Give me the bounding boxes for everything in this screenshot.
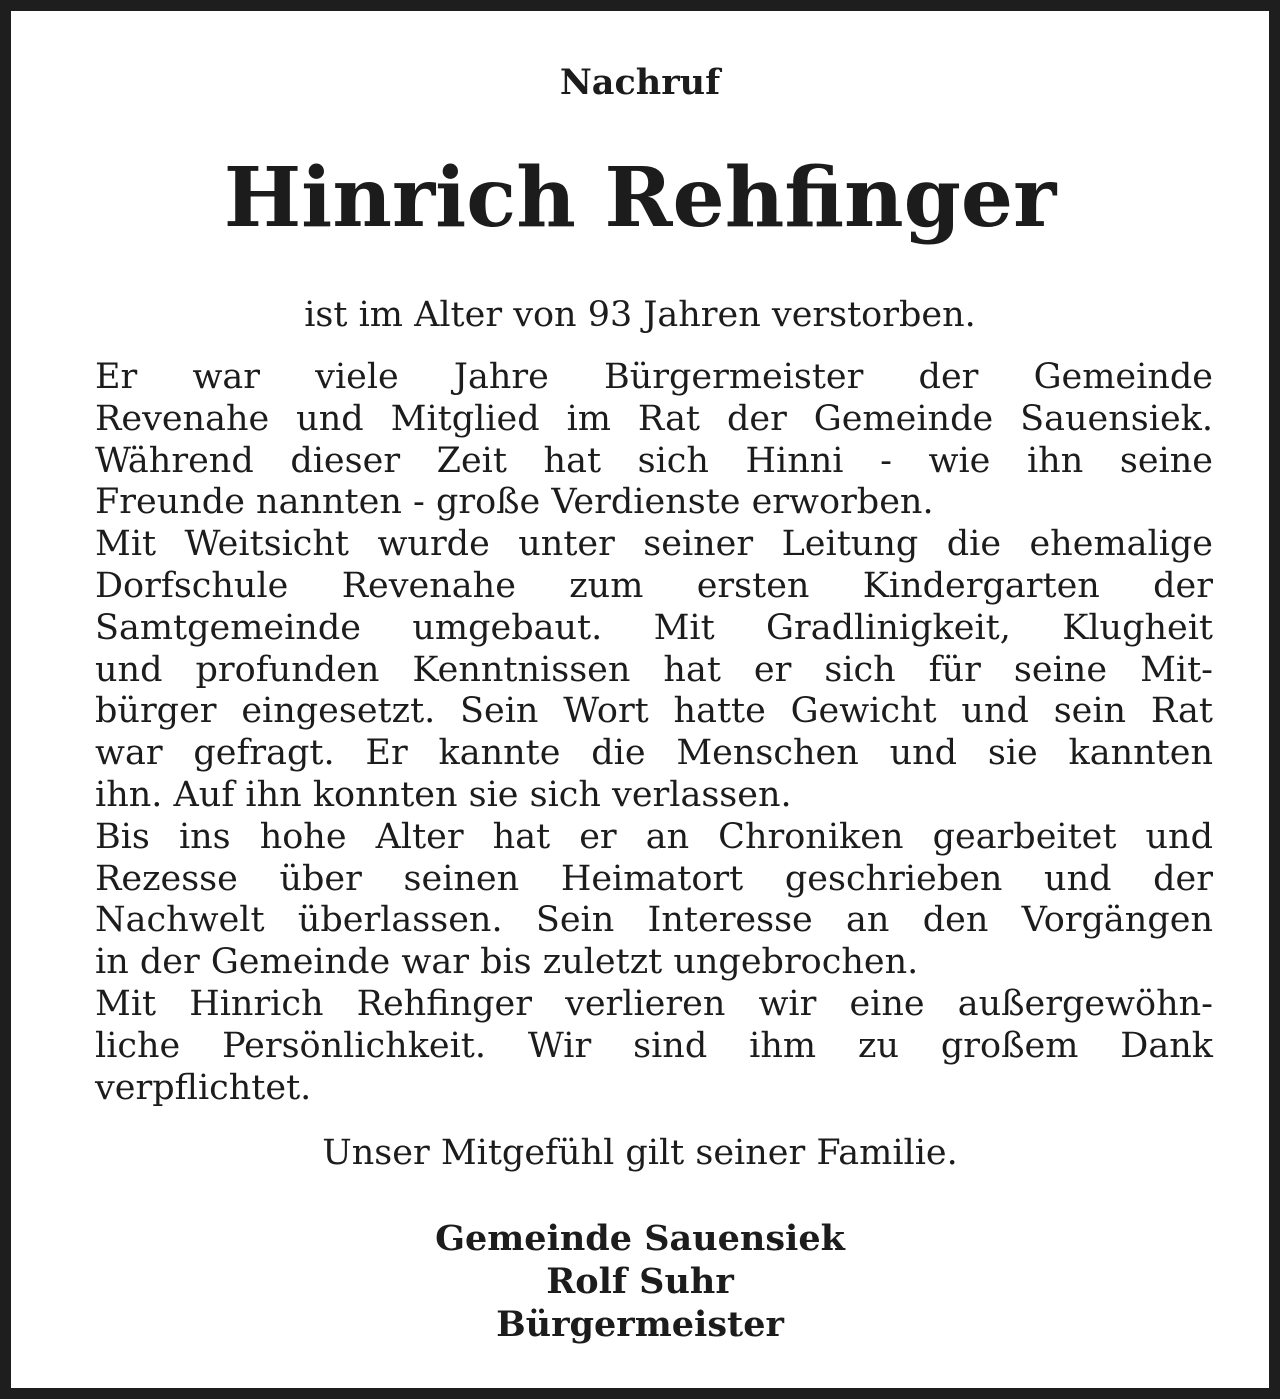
notice-kicker: Nachruf (559, 62, 721, 103)
body-line: Revenahe und Mitglied im Rat der Gemeinde Sauensiek. (95, 398, 1213, 439)
body-line: Mit Weitsicht wurde unter seiner Leitung die ehemalige (95, 524, 1213, 565)
signature-organization: Gemeinde Sauensiek (435, 1218, 845, 1259)
body-line: verpflichtet. (95, 1067, 312, 1108)
body-line: und profunden Kenntnissen hat er sich für seine Mit- (95, 649, 1213, 690)
body-line: Er war viele Jahre Bürgermeister der Gemeinde (95, 357, 1213, 397)
body-line: Während dieser Zeit hat sich Hinni - wie ihn seine (95, 440, 1213, 481)
age-line: ist im Alter von 93 Jahren verstorben. (304, 295, 976, 335)
body-line: Rezesse über seinen Heimatort geschrieben und der (95, 858, 1213, 899)
deceased-name: Hinrich Rehfinger (223, 150, 1057, 246)
body-line: Mit Hinrich Rehfinger verlieren wir eine außergewöhn- (95, 983, 1213, 1024)
body-line: Nachwelt überlassen. Sein Interesse an den Vorgängen (95, 900, 1213, 941)
body-line: in der Gemeinde war bis zuletzt ungebrochen. (95, 942, 919, 983)
signature-title: Bürgermeister (496, 1304, 784, 1345)
signature-person: Rolf Suhr (546, 1261, 734, 1302)
body-line: war gefragt. Er kannte die Menschen und sie kannten (95, 733, 1213, 774)
body-line: Freunde nannten - große Verdienste erworben. (95, 482, 934, 523)
body-line: liche Persönlichkeit. Wir sind ihm zu großem Dank (95, 1025, 1213, 1066)
body-line: Samtgemeinde umgebaut. Mit Gradlinigkeit, Klugheit (95, 607, 1213, 648)
condolence-line: Unser Mitgefühl gilt seiner Familie. (322, 1133, 958, 1173)
body-line: bürger eingesetzt. Sein Wort hatte Gewicht und sein Rat (95, 691, 1213, 732)
body-line: Bis ins hohe Alter hat er an Chroniken gearbeitet und (95, 816, 1213, 857)
body-line: Dorfschule Revenahe zum ersten Kindergarten der (95, 565, 1213, 606)
body-line: ihn. Auf ihn konnten sie sich verlassen. (95, 774, 792, 815)
signature-block (11, 1217, 1269, 1346)
obituary-body (95, 357, 1213, 1109)
